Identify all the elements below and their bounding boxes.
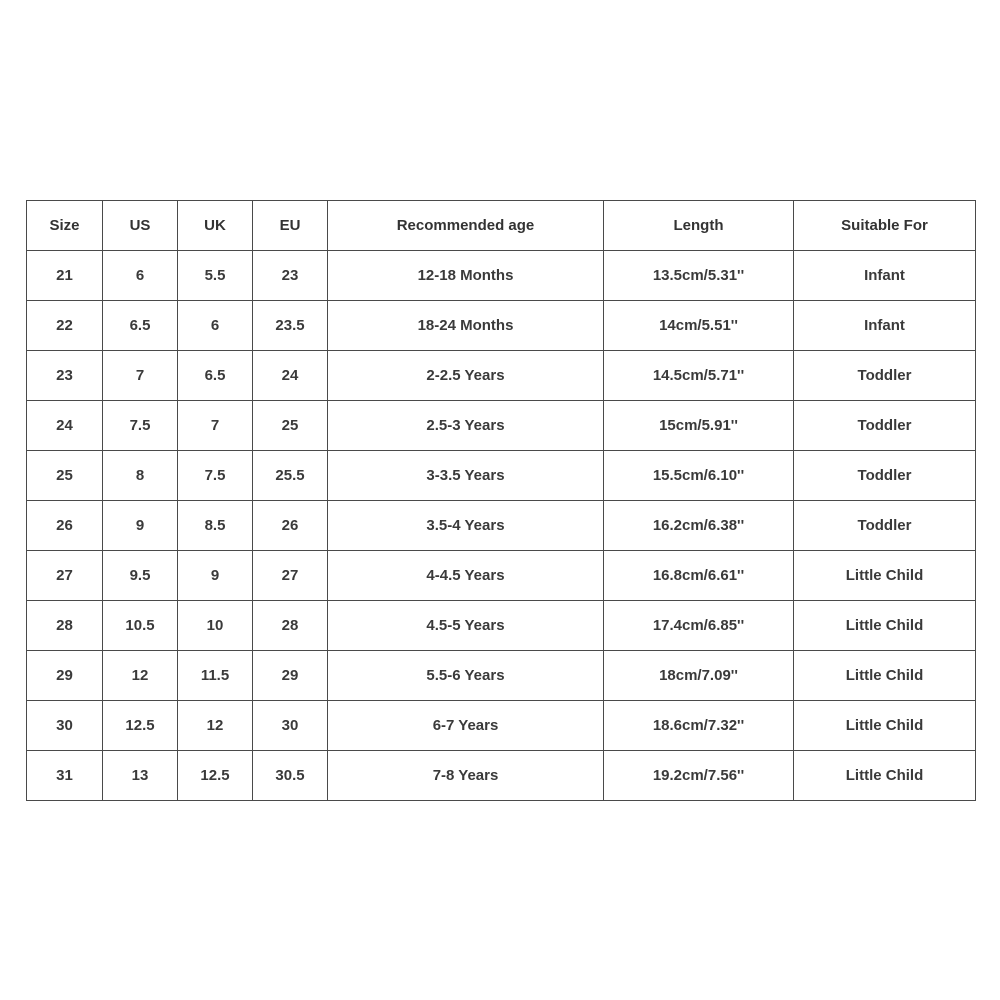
size-cell: 21	[27, 251, 103, 301]
size-chart-header	[27, 201, 976, 251]
header-size: Size	[27, 201, 103, 251]
suitable-for-cell: Little Child	[794, 651, 976, 701]
table-row	[27, 451, 976, 501]
uk-cell: 6.5	[178, 351, 253, 401]
uk-cell: 12	[178, 701, 253, 751]
eu-cell: 23.5	[253, 301, 328, 351]
header-uk: UK	[178, 201, 253, 251]
suitable-for-cell: Toddler	[794, 451, 976, 501]
eu-cell: 30.5	[253, 751, 328, 801]
eu-cell: 24	[253, 351, 328, 401]
size-chart-body	[27, 251, 976, 801]
size-cell: 25	[27, 451, 103, 501]
size-chart-table	[26, 200, 976, 801]
uk-cell: 5.5	[178, 251, 253, 301]
size-cell: 30	[27, 701, 103, 751]
suitable-for-cell: Little Child	[794, 751, 976, 801]
eu-cell: 28	[253, 601, 328, 651]
us-cell: 8	[103, 451, 178, 501]
table-row	[27, 701, 976, 751]
us-cell: 6.5	[103, 301, 178, 351]
table-row	[27, 251, 976, 301]
length-cell: 16.8cm/6.61''	[604, 551, 794, 601]
eu-cell: 29	[253, 651, 328, 701]
eu-cell: 26	[253, 501, 328, 551]
uk-cell: 9	[178, 551, 253, 601]
table-row	[27, 551, 976, 601]
recommended-age-cell: 3-3.5 Years	[328, 451, 604, 501]
eu-cell: 25	[253, 401, 328, 451]
suitable-for-cell: Little Child	[794, 601, 976, 651]
suitable-for-cell: Infant	[794, 251, 976, 301]
suitable-for-cell: Little Child	[794, 551, 976, 601]
recommended-age-cell: 2-2.5 Years	[328, 351, 604, 401]
table-row	[27, 601, 976, 651]
size-cell: 22	[27, 301, 103, 351]
uk-cell: 10	[178, 601, 253, 651]
uk-cell: 8.5	[178, 501, 253, 551]
uk-cell: 7	[178, 401, 253, 451]
eu-cell: 27	[253, 551, 328, 601]
table-row	[27, 401, 976, 451]
us-cell: 12.5	[103, 701, 178, 751]
length-cell: 15cm/5.91''	[604, 401, 794, 451]
recommended-age-cell: 4-4.5 Years	[328, 551, 604, 601]
size-cell: 31	[27, 751, 103, 801]
size-cell: 24	[27, 401, 103, 451]
table-row	[27, 501, 976, 551]
recommended-age-cell: 3.5-4 Years	[328, 501, 604, 551]
us-cell: 13	[103, 751, 178, 801]
size-cell: 23	[27, 351, 103, 401]
eu-cell: 25.5	[253, 451, 328, 501]
length-cell: 18.6cm/7.32''	[604, 701, 794, 751]
us-cell: 6	[103, 251, 178, 301]
table-row	[27, 751, 976, 801]
length-cell: 16.2cm/6.38''	[604, 501, 794, 551]
uk-cell: 6	[178, 301, 253, 351]
us-cell: 7	[103, 351, 178, 401]
suitable-for-cell: Toddler	[794, 401, 976, 451]
recommended-age-cell: 18-24 Months	[328, 301, 604, 351]
header-recommended-age: Recommended age	[328, 201, 604, 251]
recommended-age-cell: 5.5-6 Years	[328, 651, 604, 701]
length-cell: 18cm/7.09''	[604, 651, 794, 701]
us-cell: 10.5	[103, 601, 178, 651]
uk-cell: 11.5	[178, 651, 253, 701]
length-cell: 13.5cm/5.31''	[604, 251, 794, 301]
header-suitable-for: Suitable For	[794, 201, 976, 251]
size-cell: 27	[27, 551, 103, 601]
table-row	[27, 351, 976, 401]
suitable-for-cell: Toddler	[794, 501, 976, 551]
header-eu: EU	[253, 201, 328, 251]
us-cell: 7.5	[103, 401, 178, 451]
recommended-age-cell: 6-7 Years	[328, 701, 604, 751]
suitable-for-cell: Little Child	[794, 701, 976, 751]
size-cell: 26	[27, 501, 103, 551]
recommended-age-cell: 12-18 Months	[328, 251, 604, 301]
table-row	[27, 651, 976, 701]
us-cell: 12	[103, 651, 178, 701]
uk-cell: 12.5	[178, 751, 253, 801]
length-cell: 15.5cm/6.10''	[604, 451, 794, 501]
size-cell: 28	[27, 601, 103, 651]
uk-cell: 7.5	[178, 451, 253, 501]
recommended-age-cell: 2.5-3 Years	[328, 401, 604, 451]
length-cell: 14.5cm/5.71''	[604, 351, 794, 401]
suitable-for-cell: Toddler	[794, 351, 976, 401]
suitable-for-cell: Infant	[794, 301, 976, 351]
recommended-age-cell: 4.5-5 Years	[328, 601, 604, 651]
length-cell: 19.2cm/7.56''	[604, 751, 794, 801]
size-cell: 29	[27, 651, 103, 701]
header-length: Length	[604, 201, 794, 251]
header-row	[27, 201, 976, 251]
table-row	[27, 301, 976, 351]
length-cell: 17.4cm/6.85''	[604, 601, 794, 651]
length-cell: 14cm/5.51''	[604, 301, 794, 351]
us-cell: 9	[103, 501, 178, 551]
eu-cell: 30	[253, 701, 328, 751]
recommended-age-cell: 7-8 Years	[328, 751, 604, 801]
us-cell: 9.5	[103, 551, 178, 601]
header-us: US	[103, 201, 178, 251]
eu-cell: 23	[253, 251, 328, 301]
